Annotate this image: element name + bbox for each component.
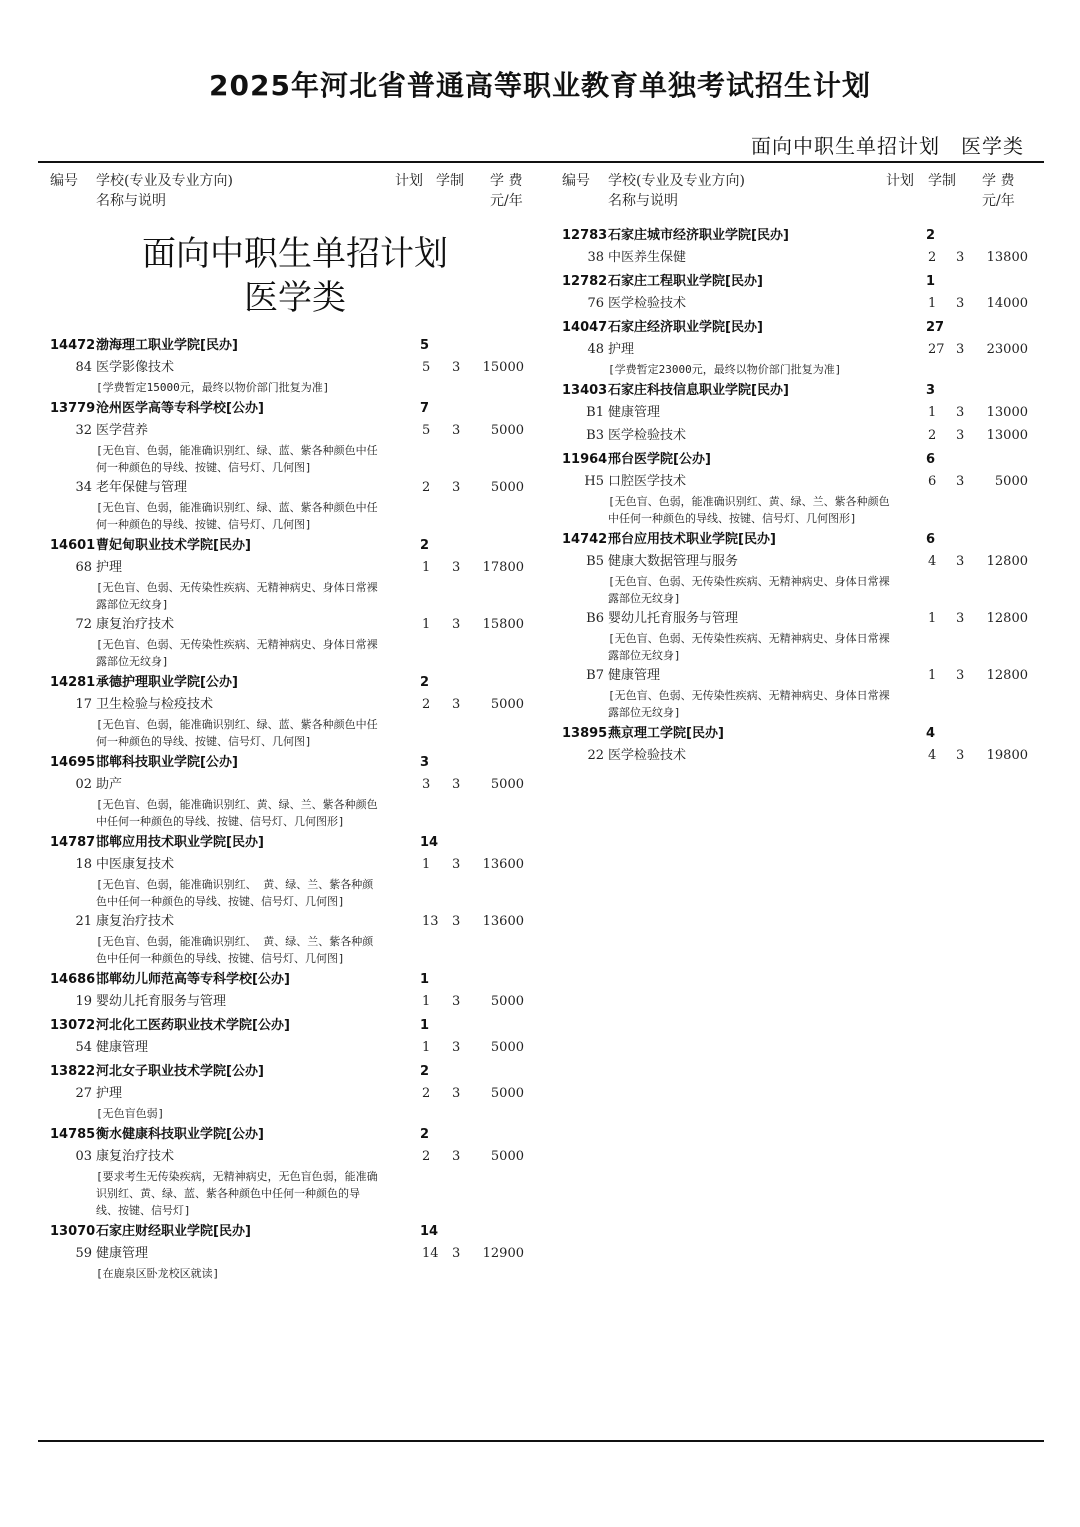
major-row xyxy=(562,745,1042,768)
major-name: 护理 xyxy=(608,342,635,357)
major-row xyxy=(50,557,540,614)
major-name: 老年保健与管理 xyxy=(96,480,188,495)
major-note: [无色盲、色弱、无传染性疾病、无精神病史、身体日常裸露部位无纹身] xyxy=(96,581,378,611)
major-code: 38 xyxy=(587,250,604,265)
major-name: 医学营养 xyxy=(96,423,149,438)
major-code: B3 xyxy=(586,428,604,443)
major-note: [无色盲、色弱，能准确识别红、 黄、绿、兰、紫各种颜色中任何一种颜色的导线、按键、信号灯、几何图] xyxy=(96,878,374,908)
major-name: 医学检验技术 xyxy=(608,428,687,443)
major-code: 02 xyxy=(75,777,92,792)
major-length: 3 xyxy=(956,296,965,311)
school-plan: 1 xyxy=(420,1018,430,1033)
school-plan: 2 xyxy=(926,228,936,243)
major-name: 健康大数据管理与服务 xyxy=(608,554,739,569)
major-plan: 2 xyxy=(928,250,937,265)
major-row xyxy=(562,551,1042,608)
school-row xyxy=(562,722,1042,745)
school-code: 14047 xyxy=(562,320,608,335)
school-row xyxy=(50,534,540,557)
major-length: 3 xyxy=(956,554,965,569)
major-fee: 15000 xyxy=(482,360,524,375)
school-plan: 3 xyxy=(420,755,430,770)
major-fee: 5000 xyxy=(490,480,524,495)
major-row xyxy=(50,420,540,477)
major-note: [无色盲、色弱，能准确识别红、黄、绿、兰、紫各种颜色中任何一种颜色的导线、按键、信号灯、几何图形] xyxy=(96,798,378,828)
major-name: 卫生检验与检疫技术 xyxy=(96,697,214,712)
major-length: 3 xyxy=(452,1086,461,1101)
school-row xyxy=(562,528,1042,551)
major-code: 34 xyxy=(75,480,92,495)
major-note: [无色盲、色弱、无传染性疾病、无精神病史、身体日常裸露部位无纹身] xyxy=(608,689,890,719)
major-length: 3 xyxy=(452,617,461,632)
header-length: 学制 xyxy=(436,173,464,189)
major-note: [无色盲、色弱，能准确识别红、 黄、绿、兰、紫各种颜色中任何一种颜色的导线、按键、信号灯、几何图] xyxy=(96,935,374,965)
major-plan: 1 xyxy=(422,994,431,1009)
column-header xyxy=(50,172,540,224)
header-name: 学校(专业及专业方向) xyxy=(608,173,745,189)
school-name: 石家庄财经职业学院[民办] xyxy=(96,1224,251,1239)
major-row xyxy=(50,357,540,397)
school-row xyxy=(562,379,1042,402)
page-title: 2025年河北省普通高等职业教育单独考试招生计划 xyxy=(209,69,871,102)
school-row xyxy=(50,831,540,854)
major-name: 口腔医学技术 xyxy=(608,474,687,489)
major-name: 中医康复技术 xyxy=(96,857,175,872)
school-code: 14785 xyxy=(50,1127,96,1142)
school-plan: 1 xyxy=(926,274,936,289)
major-code: B5 xyxy=(586,554,604,569)
major-row xyxy=(50,1243,540,1283)
major-note: [无色盲色弱] xyxy=(96,1107,165,1120)
major-length: 3 xyxy=(452,480,461,495)
major-note: [无色盲、色弱、无传染性疾病、无精神病史、身体日常裸露部位无纹身] xyxy=(608,632,890,662)
school-code: 13403 xyxy=(562,383,608,398)
major-fee: 15800 xyxy=(482,617,524,632)
header-fee-unit: 元/年 xyxy=(490,193,523,209)
major-code: 17 xyxy=(75,697,92,712)
right-school-list xyxy=(562,224,1042,768)
major-note: [无色盲、色弱，能准确识别红、黄、绿、兰、紫各种颜色中任何一种颜色的导线、按键、信号灯、几何图形] xyxy=(608,495,890,525)
major-length: 3 xyxy=(452,423,461,438)
major-fee: 13000 xyxy=(986,428,1028,443)
school-code: 13895 xyxy=(562,726,608,741)
major-plan: 14 xyxy=(422,1246,439,1261)
school-plan: 14 xyxy=(420,835,439,850)
major-note: [无色盲、色弱、无传染性疾病、无精神病史、身体日常裸露部位无纹身] xyxy=(608,575,890,605)
header-plan: 计划 xyxy=(395,173,423,189)
school-plan: 7 xyxy=(420,401,430,416)
major-code: 76 xyxy=(587,296,604,311)
school-code: 14281 xyxy=(50,675,96,690)
major-code: 48 xyxy=(587,342,604,357)
major-row xyxy=(562,425,1042,448)
major-plan: 5 xyxy=(422,423,431,438)
major-name: 康复治疗技术 xyxy=(96,914,175,929)
left-school-list xyxy=(50,334,540,1283)
major-length: 3 xyxy=(452,777,461,792)
page-subtitle: 面向中职生单招计划 医学类 xyxy=(751,134,1024,158)
header-name: 学校(专业及专业方向) xyxy=(96,173,233,189)
major-row xyxy=(562,339,1042,379)
major-fee: 19800 xyxy=(986,748,1028,763)
school-row xyxy=(50,671,540,694)
major-note: [无色盲、色弱，能准确识别红、绿、蓝、紫各种颜色中任何一种颜色的导线、按键、信号灯、几何图] xyxy=(96,718,378,748)
major-plan: 2 xyxy=(422,1086,431,1101)
major-length: 3 xyxy=(956,428,965,443)
major-fee: 5000 xyxy=(490,697,524,712)
school-row xyxy=(50,1220,540,1243)
major-length: 3 xyxy=(956,748,965,763)
school-row xyxy=(50,1123,540,1146)
school-name: 邯郸应用技术职业学院[民办] xyxy=(96,835,264,850)
major-plan: 3 xyxy=(422,777,431,792)
school-name: 邯郸科技职业学院[公办] xyxy=(96,755,238,770)
school-code: 13070 xyxy=(50,1224,96,1239)
school-row xyxy=(562,448,1042,471)
major-name: 护理 xyxy=(96,1086,123,1101)
school-row xyxy=(50,751,540,774)
major-row xyxy=(50,854,540,911)
major-code: 68 xyxy=(75,560,92,575)
major-plan: 13 xyxy=(422,914,439,929)
school-name: 邢台医学院[公办] xyxy=(608,452,711,467)
major-length: 3 xyxy=(452,1246,461,1261)
major-length: 3 xyxy=(452,1149,461,1164)
school-name: 石家庄经济职业学院[民办] xyxy=(608,320,763,335)
major-note: [在鹿泉区卧龙校区就读] xyxy=(96,1267,220,1280)
school-plan: 27 xyxy=(926,320,945,335)
major-code: B7 xyxy=(586,668,604,683)
major-row xyxy=(50,1146,540,1220)
school-code: 14742 xyxy=(562,532,608,547)
school-code: 14472 xyxy=(50,338,96,353)
major-name: 中医养生保健 xyxy=(608,250,687,265)
header-code: 编号 xyxy=(562,173,590,189)
school-row xyxy=(50,968,540,991)
school-plan: 14 xyxy=(420,1224,439,1239)
major-fee: 23000 xyxy=(986,342,1028,357)
major-name: 康复治疗技术 xyxy=(96,1149,175,1164)
major-length: 3 xyxy=(452,1040,461,1055)
major-code: 54 xyxy=(75,1040,92,1055)
major-fee: 12800 xyxy=(986,554,1028,569)
school-row xyxy=(50,334,540,357)
major-fee: 5000 xyxy=(490,777,524,792)
major-name: 医学影像技术 xyxy=(96,360,175,375)
school-name: 曹妃甸职业技术学院[民办] xyxy=(96,538,251,553)
major-fee: 12800 xyxy=(986,668,1028,683)
major-plan: 6 xyxy=(928,474,937,489)
major-length: 3 xyxy=(956,342,965,357)
major-length: 3 xyxy=(956,474,965,489)
school-name: 渤海理工职业学院[民办] xyxy=(96,338,238,353)
school-code: 12783 xyxy=(562,228,608,243)
school-row xyxy=(50,1060,540,1083)
header-code: 编号 xyxy=(50,173,78,189)
major-code: 72 xyxy=(75,617,92,632)
major-plan: 2 xyxy=(928,428,937,443)
school-plan: 2 xyxy=(420,1064,430,1079)
major-fee: 5000 xyxy=(490,423,524,438)
major-row xyxy=(50,694,540,751)
major-length: 3 xyxy=(956,250,965,265)
major-plan: 1 xyxy=(422,1040,431,1055)
major-code: 32 xyxy=(75,423,92,438)
right-column xyxy=(562,172,1042,768)
school-plan: 6 xyxy=(926,532,936,547)
major-row xyxy=(50,614,540,671)
school-code: 14601 xyxy=(50,538,96,553)
major-row xyxy=(50,911,540,968)
major-plan: 1 xyxy=(422,857,431,872)
school-code: 14686 xyxy=(50,972,96,987)
major-row xyxy=(562,608,1042,665)
major-fee: 12900 xyxy=(482,1246,524,1261)
major-plan: 2 xyxy=(422,480,431,495)
major-row xyxy=(50,477,540,534)
major-fee: 5000 xyxy=(490,1149,524,1164)
bottom-rule xyxy=(38,1440,1044,1442)
major-plan: 1 xyxy=(928,405,937,420)
major-fee: 17800 xyxy=(482,560,524,575)
major-code: 19 xyxy=(75,994,92,1009)
major-plan: 2 xyxy=(422,697,431,712)
major-name: 健康管理 xyxy=(96,1040,149,1055)
header-name-sub: 名称与说明 xyxy=(96,193,166,209)
major-plan: 27 xyxy=(928,342,945,357)
major-plan: 1 xyxy=(928,611,937,626)
major-code: 84 xyxy=(75,360,92,375)
major-plan: 2 xyxy=(422,1149,431,1164)
major-row xyxy=(50,991,540,1014)
school-code: 14787 xyxy=(50,835,96,850)
school-name: 燕京理工学院[民办] xyxy=(608,726,724,741)
school-name: 石家庄城市经济职业学院[民办] xyxy=(608,228,789,243)
school-row xyxy=(562,224,1042,247)
major-plan: 5 xyxy=(422,360,431,375)
major-name: 健康管理 xyxy=(608,668,661,683)
top-rule xyxy=(38,161,1044,163)
major-name: 护理 xyxy=(96,560,123,575)
major-name: 康复治疗技术 xyxy=(96,617,175,632)
section-title-line2: 医学类 xyxy=(244,278,346,318)
major-length: 3 xyxy=(452,994,461,1009)
school-code: 11964 xyxy=(562,452,608,467)
major-code: 59 xyxy=(75,1246,92,1261)
major-row xyxy=(50,774,540,831)
major-length: 3 xyxy=(956,611,965,626)
school-name: 石家庄工程职业学院[民办] xyxy=(608,274,763,289)
school-code: 12782 xyxy=(562,274,608,289)
school-code: 13072 xyxy=(50,1018,96,1033)
major-length: 3 xyxy=(452,914,461,929)
major-plan: 1 xyxy=(928,668,937,683)
major-note: [无色盲、色弱、无传染性疾病、无精神病史、身体日常裸露部位无纹身] xyxy=(96,638,378,668)
school-plan: 2 xyxy=(420,1127,430,1142)
school-name: 邢台应用技术职业学院[民办] xyxy=(608,532,776,547)
school-code: 13822 xyxy=(50,1064,96,1079)
major-name: 婴幼儿托育服务与管理 xyxy=(96,994,227,1009)
major-fee: 5000 xyxy=(994,474,1028,489)
major-name: 医学检验技术 xyxy=(608,296,687,311)
major-fee: 5000 xyxy=(490,1040,524,1055)
major-fee: 13800 xyxy=(986,250,1028,265)
school-row xyxy=(562,316,1042,339)
major-fee: 13000 xyxy=(986,405,1028,420)
school-name: 河北化工医药职业技术学院[公办] xyxy=(96,1018,290,1033)
header-fee: 学 费 xyxy=(982,173,1015,189)
major-code: B6 xyxy=(586,611,604,626)
major-length: 3 xyxy=(452,560,461,575)
section-title xyxy=(50,232,540,320)
column-header xyxy=(562,172,1042,224)
major-name: 医学检验技术 xyxy=(608,748,687,763)
major-length: 3 xyxy=(956,405,965,420)
major-note: [要求考生无传染疾病，无精神病史，无色盲色弱，能准确识别红、黄、绿、蓝、紫各种颜色中任何一种颜色的导线、按键、信号灯] xyxy=(96,1170,378,1217)
header-length: 学制 xyxy=(928,173,956,189)
header-fee: 学 费 xyxy=(490,173,523,189)
major-plan: 1 xyxy=(928,296,937,311)
major-plan: 1 xyxy=(422,560,431,575)
major-fee: 12800 xyxy=(986,611,1028,626)
school-row xyxy=(50,1014,540,1037)
major-length: 3 xyxy=(956,668,965,683)
school-name: 衡水健康科技职业学院[公办] xyxy=(96,1127,264,1142)
school-name: 邯郸幼儿师范高等专科学校[公办] xyxy=(96,972,290,987)
major-row xyxy=(562,293,1042,316)
header-fee-unit: 元/年 xyxy=(982,193,1015,209)
major-note: [无色盲、色弱，能准确识别红、绿、蓝、紫各种颜色中任何一种颜色的导线、按键、信号灯、几何图] xyxy=(96,444,378,474)
school-plan: 2 xyxy=(420,538,430,553)
major-code: H5 xyxy=(584,474,604,489)
school-code: 13779 xyxy=(50,401,96,416)
school-row xyxy=(562,270,1042,293)
major-code: 03 xyxy=(75,1149,92,1164)
major-code: 22 xyxy=(587,748,604,763)
school-name: 承德护理职业学院[公办] xyxy=(96,675,238,690)
major-row xyxy=(562,247,1042,270)
major-name: 健康管理 xyxy=(96,1246,149,1261)
major-row xyxy=(562,471,1042,528)
school-plan: 2 xyxy=(420,675,430,690)
header-name-sub: 名称与说明 xyxy=(608,193,678,209)
major-plan: 1 xyxy=(422,617,431,632)
school-plan: 6 xyxy=(926,452,936,467)
major-row xyxy=(562,665,1042,722)
major-length: 3 xyxy=(452,857,461,872)
major-note: [学费暂定15000元，最终以物价部门批复为准] xyxy=(96,381,330,394)
major-name: 助产 xyxy=(96,777,123,792)
major-code: B1 xyxy=(586,405,604,420)
major-code: 18 xyxy=(75,857,92,872)
major-note: [无色盲、色弱，能准确识别红、绿、蓝、紫各种颜色中任何一种颜色的导线、按键、信号灯、几何图] xyxy=(96,501,378,531)
major-fee: 13600 xyxy=(482,857,524,872)
left-column xyxy=(50,172,540,1283)
major-length: 3 xyxy=(452,360,461,375)
major-row xyxy=(562,402,1042,425)
major-fee: 5000 xyxy=(490,1086,524,1101)
major-plan: 4 xyxy=(928,554,937,569)
school-name: 河北女子职业技术学院[公办] xyxy=(96,1064,264,1079)
major-code: 21 xyxy=(75,914,92,929)
major-plan: 4 xyxy=(928,748,937,763)
header-plan: 计划 xyxy=(886,173,914,189)
school-plan: 1 xyxy=(420,972,430,987)
major-name: 婴幼儿托育服务与管理 xyxy=(608,611,739,626)
major-fee: 13600 xyxy=(482,914,524,929)
major-fee: 5000 xyxy=(490,994,524,1009)
school-plan: 4 xyxy=(926,726,936,741)
school-plan: 5 xyxy=(420,338,430,353)
major-code: 27 xyxy=(75,1086,92,1101)
major-row xyxy=(50,1083,540,1123)
major-name: 健康管理 xyxy=(608,405,661,420)
major-row xyxy=(50,1037,540,1060)
school-plan: 3 xyxy=(926,383,936,398)
major-note: [学费暂定23000元，最终以物价部门批复为准] xyxy=(608,363,842,376)
major-fee: 14000 xyxy=(986,296,1028,311)
school-name: 沧州医学高等专科学校[公办] xyxy=(96,401,264,416)
school-name: 石家庄科技信息职业学院[民办] xyxy=(608,383,789,398)
school-code: 14695 xyxy=(50,755,96,770)
section-title-line1: 面向中职生单招计划 xyxy=(142,234,448,274)
school-row xyxy=(50,397,540,420)
major-length: 3 xyxy=(452,697,461,712)
